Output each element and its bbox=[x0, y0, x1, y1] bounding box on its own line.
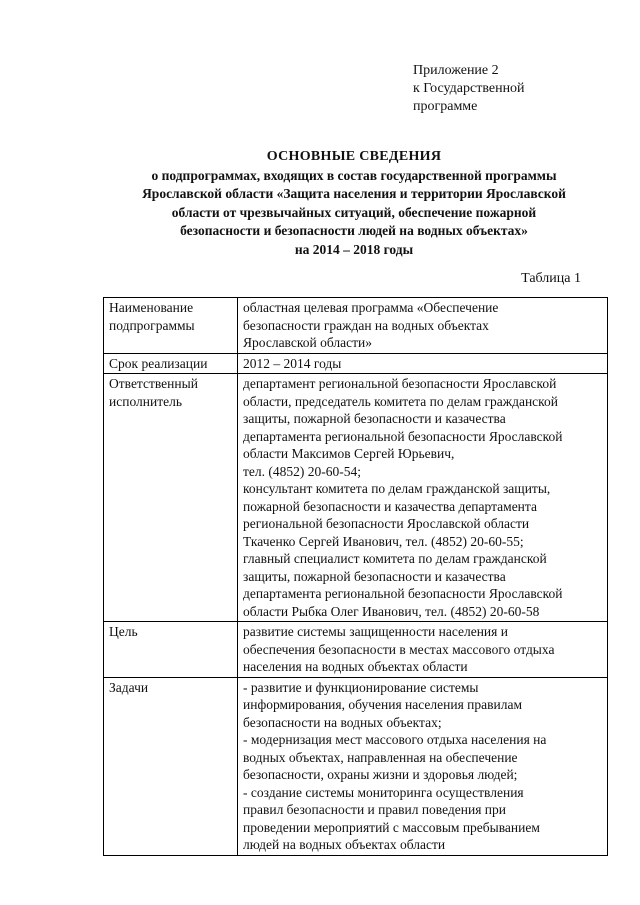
row-label-line: Ответственный bbox=[109, 376, 198, 391]
row-value-line: защиты, пожарной безопасности и казачества bbox=[243, 411, 506, 426]
row-value-line: обеспечения безопасности в местах массового отдыха bbox=[243, 641, 555, 657]
row-label-line: исполнитель bbox=[109, 393, 182, 409]
table-row bbox=[104, 298, 608, 354]
row-value-line: безопасности на водных объектах; bbox=[243, 714, 442, 730]
row-value-line: Ярославской области» bbox=[243, 335, 372, 350]
table-body bbox=[104, 298, 608, 856]
row-value-line: 2012 – 2014 годы bbox=[243, 355, 342, 371]
row-value-line: людей на водных объектах области bbox=[243, 837, 446, 852]
row-value-cell bbox=[238, 298, 608, 354]
heading-line: Ярославской области «Защита населения и территории Ярославской bbox=[142, 186, 566, 201]
row-label-line: Задачи bbox=[109, 679, 149, 695]
row-value-line: - развитие и функционирование системы bbox=[243, 679, 479, 695]
row-label-cell bbox=[104, 374, 238, 622]
heading-line: на 2014 – 2018 годы bbox=[294, 241, 414, 257]
row-value-line: области Максимов Сергей Юрьевич, bbox=[243, 446, 455, 461]
document-title: ОСНОВНЫЕ СВЕДЕНИЯ bbox=[266, 149, 442, 164]
row-label-line: Срок реализации bbox=[109, 355, 208, 371]
table-label: Таблица 1 bbox=[521, 271, 581, 286]
row-value-line: проведении мероприятий с массовым пребыванием bbox=[243, 819, 540, 835]
row-value-line: пожарной безопасности и казачества департамента bbox=[243, 498, 537, 514]
row-value-line: Ткаченко Сергей Иванович, тел. (4852) 20-60-55; bbox=[243, 533, 524, 549]
heading-line: безопасности и безопасности людей на водных объектах» bbox=[180, 223, 528, 238]
table-row bbox=[104, 353, 608, 374]
row-value-line: безопасности граждан на водных объектах bbox=[243, 317, 489, 333]
row-value-line: правил безопасности и правил поведения при bbox=[243, 802, 506, 817]
appendix-note bbox=[413, 62, 525, 116]
heading-line: о подпрограммах, входящих в состав государственной программы bbox=[151, 167, 557, 183]
row-value-line: областная целевая программа «Обеспечение bbox=[243, 300, 499, 315]
row-value-cell bbox=[238, 353, 608, 374]
row-label-line: подпрограммы bbox=[109, 317, 195, 333]
row-label-line: Цель bbox=[109, 624, 138, 639]
row-value-cell bbox=[238, 677, 608, 855]
row-value-line: безопасности, охраны жизни и здоровья людей; bbox=[243, 767, 518, 782]
row-value-line: консультант комитета по делам гражданской защиты, bbox=[243, 481, 551, 496]
row-label-cell bbox=[104, 353, 238, 374]
row-value-cell bbox=[238, 622, 608, 678]
row-value-line: населения на водных объектах области bbox=[243, 659, 468, 674]
document-heading bbox=[100, 148, 608, 259]
row-value-line: информирования, обучения населения правилам bbox=[243, 697, 522, 712]
appendix-line: Приложение 2 bbox=[413, 63, 499, 78]
row-label-cell bbox=[104, 677, 238, 855]
row-label-cell bbox=[104, 622, 238, 678]
row-value-line: области, председатель комитета по делам гражданской bbox=[243, 393, 559, 409]
row-value-line: развитие системы защищенности населения и bbox=[243, 624, 508, 639]
row-value-line: департамента региональной безопасности Ярославской bbox=[243, 586, 563, 601]
row-value-line: тел. (4852) 20-60-54; bbox=[243, 463, 361, 479]
subprogram-info-table bbox=[103, 297, 608, 856]
row-value-cell bbox=[238, 374, 608, 622]
table-row bbox=[104, 622, 608, 678]
row-value-line: региональной безопасности Ярославской области bbox=[243, 516, 530, 531]
row-value-line: главный специалист комитета по делам гражданской bbox=[243, 551, 547, 566]
appendix-line: к Государственной bbox=[413, 81, 525, 96]
row-label-cell bbox=[104, 298, 238, 354]
row-value-line: департамента региональной безопасности Ярославской bbox=[243, 428, 563, 444]
row-value-line: департамент региональной безопасности Ярославской bbox=[243, 376, 557, 391]
table-row bbox=[104, 677, 608, 855]
row-value-line: водных объектах, направленная на обеспечение bbox=[243, 749, 518, 765]
appendix-line: программе bbox=[413, 99, 478, 114]
row-value-line: - создание системы мониторинга осуществления bbox=[243, 784, 524, 800]
heading-line: области от чрезвычайных ситуаций, обеспечение пожарной bbox=[171, 204, 537, 220]
table-row bbox=[104, 374, 608, 622]
row-value-line: - модернизация мест массового отдыха населения на bbox=[243, 732, 547, 747]
row-value-line: области Рыбка Олег Иванович, тел. (4852) 20-60-58 bbox=[243, 603, 540, 619]
row-label-line: Наименование bbox=[109, 300, 194, 315]
row-value-line: защиты, пожарной безопасности и казачества bbox=[243, 568, 506, 584]
